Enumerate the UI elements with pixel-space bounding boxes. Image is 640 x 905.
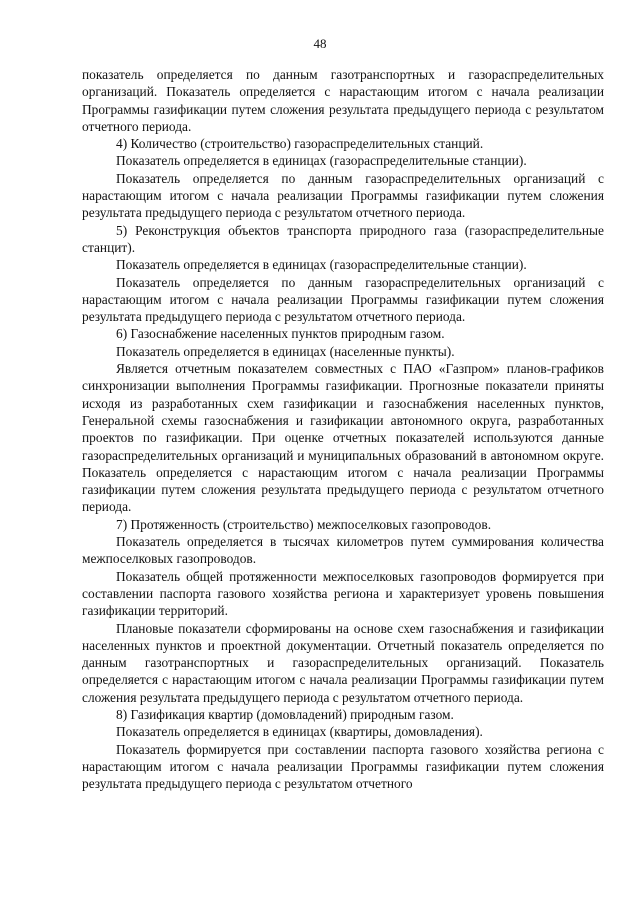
paragraph: показатель определяется по данным газотранспортных и газораспределительных организаций. Показатель определяется с нарастающим итогом с начала реализации Программы газификации путем сложения результата предыдущего периода с результатом отчетного периода. [82,67,604,134]
paragraph: Показатель определяется по данным газораспределительных организаций с нарастающим итогом с начала реализации Программы газификации путем сложения результата предыдущего периода с результатом отчетного периода. [82,170,604,221]
paragraph: Показатель определяется в единицах (газораспределительные станции). [116,153,527,169]
paragraph: Является отчетным показателем совместных с ПАО «Газпром» планов-графиков синхронизации выполнения Программы газификации. Прогнозные показатели приняты исходя из разработанных схем газификации и газоснабжения населенных пунктов, Генеральной схемы газоснабжения и газификации автономного округа, разработанных проектов по газификации. При оценке отчетных показателей используются данные газораспределительных организаций и муниципальных образований в автономном округе. Показатель определяется с нарастающим итогом с начала реализации Программы газификации путем сложения результата предыдущего периода с результатом отчетного периода. [82,361,604,515]
paragraph: Показатель общей протяженности межпоселковых газопроводов формируется при составлении паспорта газового хозяйства региона и характеризует уровень повышения газификации территорий. [82,568,604,619]
paragraph: Плановые показатели сформированы на основе схем газоснабжения и газификации населенных пунктов и проектной документации. Отчетный показатель определяется по данным газотранспортных и газораспределительных организаций. Показатель определяется с нарастающим итогом с начала реализации Программы газификации путем сложения результата предыдущего периода с результатом отчетного периода. [82,620,604,705]
paragraph: 7) Протяженность (строительство) межпоселковых газопроводов. [116,516,492,532]
paragraph: Показатель определяется в единицах (населенные пункты). [116,343,455,359]
paragraph: 6) Газоснабжение населенных пунктов природным газом. [116,326,445,342]
paragraph: Показатель определяется в тысячах километров путем суммирования количества межпоселковых газопроводов. [82,534,604,567]
paragraph: Показатель определяется по данным газораспределительных организаций с нарастающим итогом с начала реализации Программы газификации путем сложения результата предыдущего периода с результатом отчетного периода. [82,274,604,325]
paragraph: 4) Количество (строительство) газораспределительных станций. [116,136,484,152]
paragraph: Показатель формируется при составлении паспорта газового хозяйства региона с нарастающим итогом с начала реализации Программы газификации путем сложения результата предыдущего периода с результатом отчетного [82,741,604,792]
paragraph: Показатель определяется в единицах (газораспределительные станции). [116,257,527,273]
paragraph: 5) Реконструкция объектов транспорта природного газа (газораспределительные станцит). [82,222,604,255]
document-body [82,66,604,792]
page-number: 48 [313,36,327,51]
paragraph: 8) Газификация квартир (домовладений) природным газом. [116,706,454,722]
paragraph: Показатель определяется в единицах (квартиры, домовладения). [116,724,483,740]
